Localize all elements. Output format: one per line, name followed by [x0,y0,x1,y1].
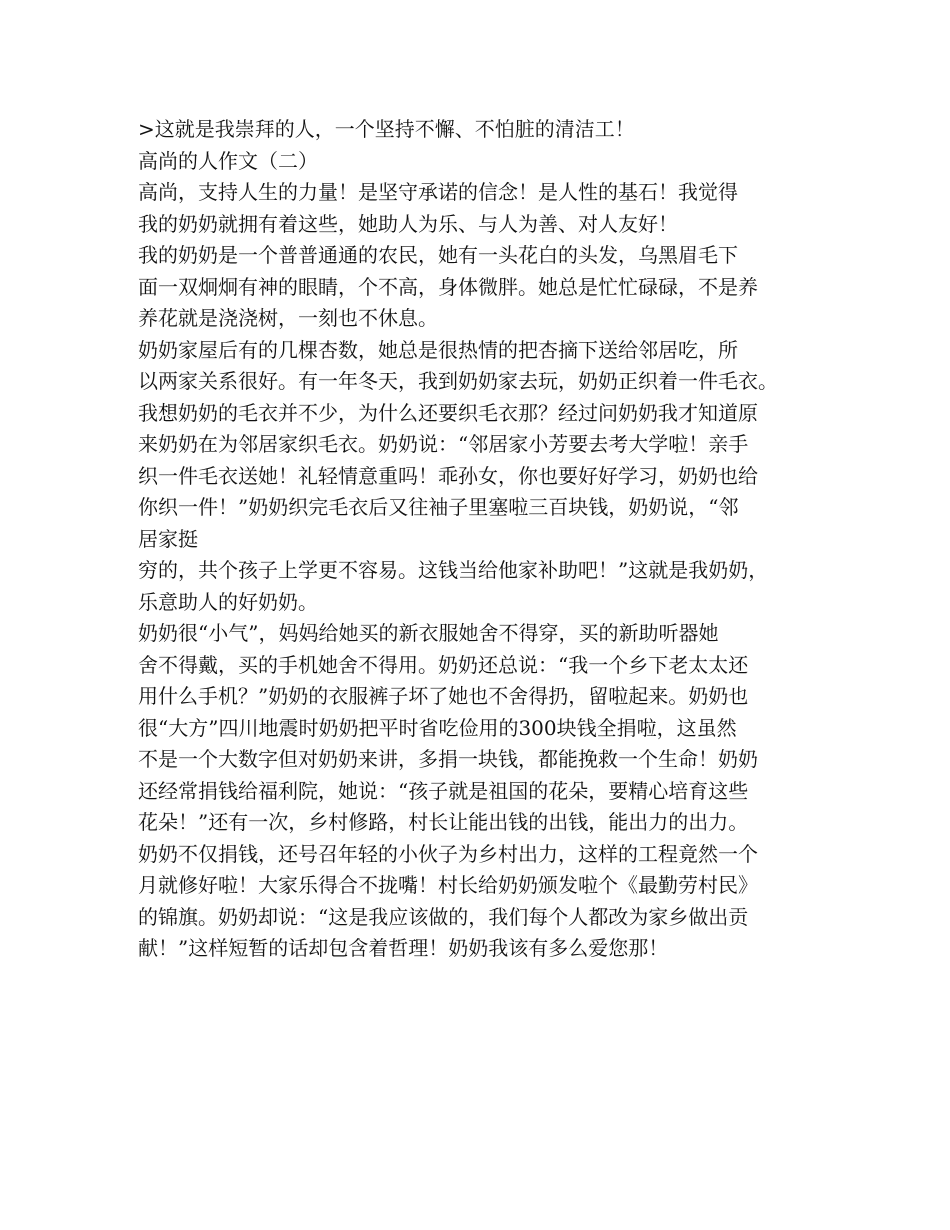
text-line: 面一双炯炯有神的眼睛，个不高，身体微胖。她总是忙忙碌碌，不是养 [138,274,758,299]
text-line: 不是一个大数字但对奶奶来讲，多捐一块钱，都能挽救一个生命！奶奶 [138,747,758,771]
text-line: 织一件毛衣送她！礼轻情意重吗！乖孙女，你也要好好学习，奶奶也给 [138,463,758,488]
text-line: 月就修好啦！大家乐得合不拢嘴！村长给奶奶颁发啦个《最勤劳村民》 [138,873,758,897]
text-line: 以两家关系很好。有一年冬天，我到奶奶家去玩，奶奶正织着一件毛衣。 [138,369,778,393]
text-line: 奶奶家屋后有的几棵杏数，她总是很热情的把杏摘下送给邻居吃，所 [138,337,738,362]
text-line: 我想奶奶的毛衣并不少，为什么还要织毛衣那？经过问奶奶我才知道原 [138,400,758,425]
text-line: 居家挺 [138,526,198,551]
text-line: 乐意助人的好奶奶。 [138,589,318,614]
text-line: 我的奶奶是一个普普通通的农民，她有一头花白的头发，乌黑眉毛下 [138,243,738,267]
text-line: 花朵！”还有一次，乡村修路，村长让能出钱的出钱，能出力的出力。 [138,810,749,834]
text-line: 我的奶奶就拥有着这些，她助人为乐、与人为善、对人友好！ [138,211,678,236]
text-line: 高尚，支持人生的力量！是坚守承诺的信念！是人性的基石！我觉得 [138,180,738,204]
section-heading: 高尚的人作文（二） [138,148,318,173]
text-line: 穷的，共个孩子上学更不容易。这钱当给他家补助吧！”这就是我奶奶， [138,558,769,582]
text-line: 来奶奶在为邻居家织毛衣。奶奶说：“邻居家小芳要去考大学啦！亲手 [138,432,749,456]
text-line: 很“大方”四川地震时奶奶把平时省吃俭用的300块钱全捐啦，这虽然 [138,715,737,740]
text-line: 养花就是浇浇树，一刻也不休息。 [138,306,438,330]
text-line: >这就是我崇拜的人，一个坚持不懈、不怕脏的清洁工！ [138,117,635,141]
text-line: 你织一件！”奶奶织完毛衣后又往袖子里塞啦三百块钱，奶奶说，“邻 [138,495,739,519]
text-line: 奶奶很“小气”，妈妈给她买的新衣服她舍不得穿，买的新助听器她 [138,621,719,645]
text-line: 献！”这样短暂的话却包含着哲理！奶奶我该有多么爱您那！ [138,936,669,960]
text-line: 还经常捐钱给福利院，她说：“孩子就是祖国的花朵，要精心培育这些 [138,778,749,803]
text-line: 舍不得戴，买的手机她舍不得用。奶奶还总说：“我一个乡下老太太还 [138,652,749,677]
text-line: 的锦旗。奶奶却说：“这是我应该做的，我们每个人都改为家乡做出贡 [138,904,749,929]
text-line: 奶奶不仅捐钱，还号召年轻的小伙子为乡村出力，这样的工程竟然一个 [138,841,758,866]
essay-text [138,114,818,965]
text-line: 用什么手机？”奶奶的衣服裤子坏了她也不舍得扔，留啦起来。奶奶也 [138,684,749,708]
